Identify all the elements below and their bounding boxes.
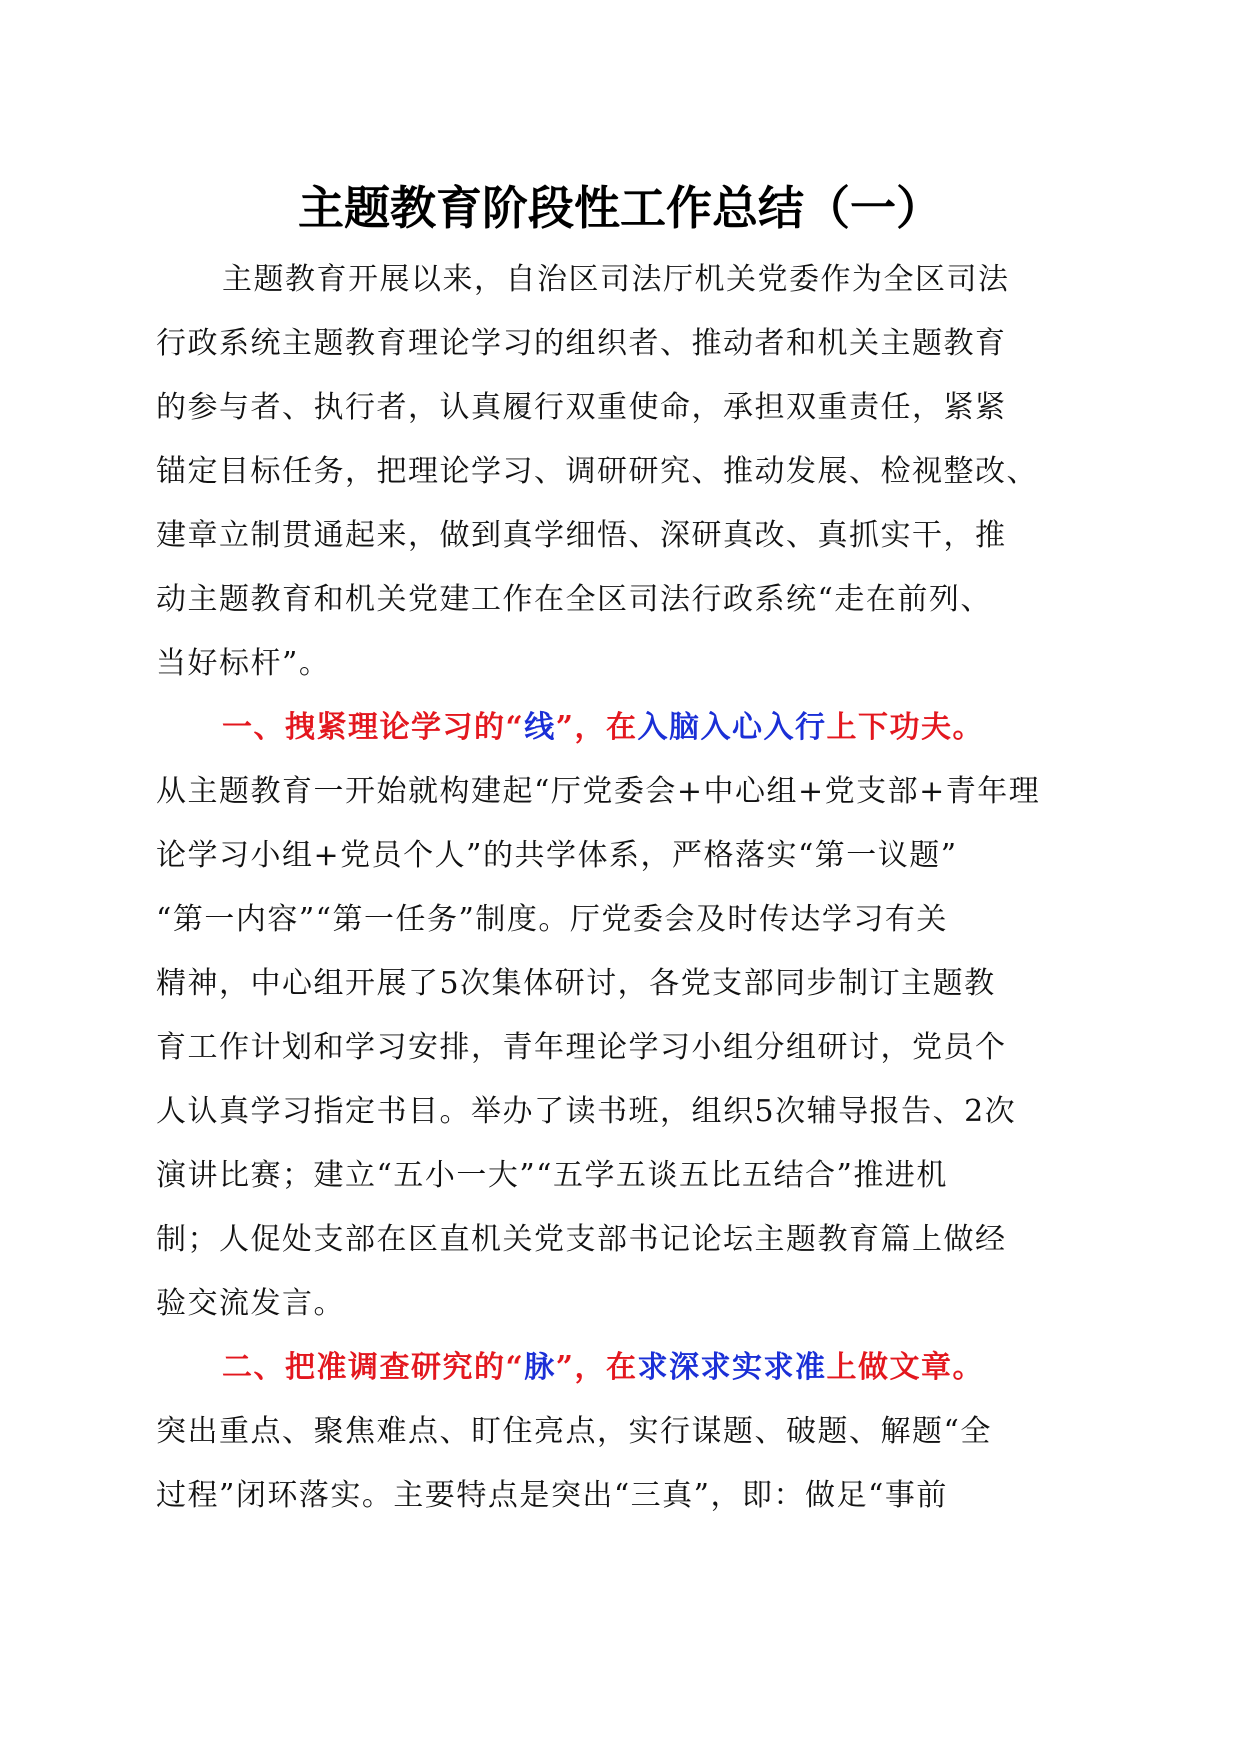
heading-part: ”，在 (555, 1350, 638, 1385)
section-1-heading (156, 696, 1086, 760)
heading-keyword: 脉 (524, 1350, 556, 1385)
heading-part: 二、把准调查研究的“ (222, 1350, 525, 1385)
text-line: 论学习小组+党员个人”的共学体系，严格落实“第一议题” (156, 838, 958, 873)
heading-keyword: 线 (524, 710, 556, 745)
text-line: “第一内容”“第一任务”制度。厅党委会及时传达学习有关 (156, 902, 948, 937)
text-line: 行政系统主题教育理论学习的组织者、推动者和机关主题教育 (156, 326, 1007, 361)
text-line: 从主题教育一开始就构建起“厅党委会+中心组+党支部+青年理 (156, 774, 1041, 809)
section-1 (156, 696, 1086, 1336)
text-line: 突出重点、聚焦难点、盯住亮点，实行谋题、破题、解题“全 (156, 1414, 992, 1449)
text-line: 精神，中心组开展了5次集体研讨，各党支部同步制订主题教 (156, 966, 996, 1001)
text-line: 人认真学习指定书目。举办了读书班，组织5次辅导报告、2次 (156, 1094, 1017, 1129)
heading-part: 上做文章。 (826, 1350, 985, 1385)
text-line: 育工作计划和学习安排，青年理论学习小组分组研讨，党员个 (156, 1030, 1007, 1065)
heading-part: 上下功夫。 (826, 710, 985, 745)
text-line: 过程”闭环落实。主要特点是突出“三真”，即：做足“事前 (156, 1478, 948, 1513)
heading-emphasis: 求深求实求准 (637, 1350, 827, 1385)
text-line: 当好标杆”。 (156, 646, 331, 681)
heading-emphasis: 入脑入心入行 (637, 710, 827, 745)
section-2-heading (156, 1336, 1086, 1400)
text-line: 验交流发言。 (156, 1286, 345, 1321)
section-2 (156, 1336, 1086, 1528)
intro-paragraph (156, 248, 1086, 696)
text-line: 的参与者、执行者，认真履行双重使命，承担双重责任，紧紧 (156, 390, 1007, 425)
document-title: 主题教育阶段性工作总结（一） (298, 181, 942, 235)
text-line: 建章立制贯通起来，做到真学细悟、深研真改、真抓实干，推 (156, 518, 1007, 553)
text-line: 锚定目标任务，把理论学习、调研研究、推动发展、检视整改、 (156, 454, 1038, 489)
text-line: 主题教育开展以来，自治区司法厅机关党委作为全区司法 (222, 262, 1010, 297)
text-line: 演讲比赛；建立“五小一大”“五学五谈五比五结合”推进机 (156, 1158, 948, 1193)
heading-part: 一、拽紧理论学习的“ (222, 710, 525, 745)
text-line: 制；人促处支部在区直机关党支部书记论坛主题教育篇上做经 (156, 1222, 1007, 1257)
heading-part: ”，在 (555, 710, 638, 745)
document-body (156, 248, 1086, 1528)
text-line: 动主题教育和机关党建工作在全区司法行政系统“走在前列、 (156, 582, 992, 617)
